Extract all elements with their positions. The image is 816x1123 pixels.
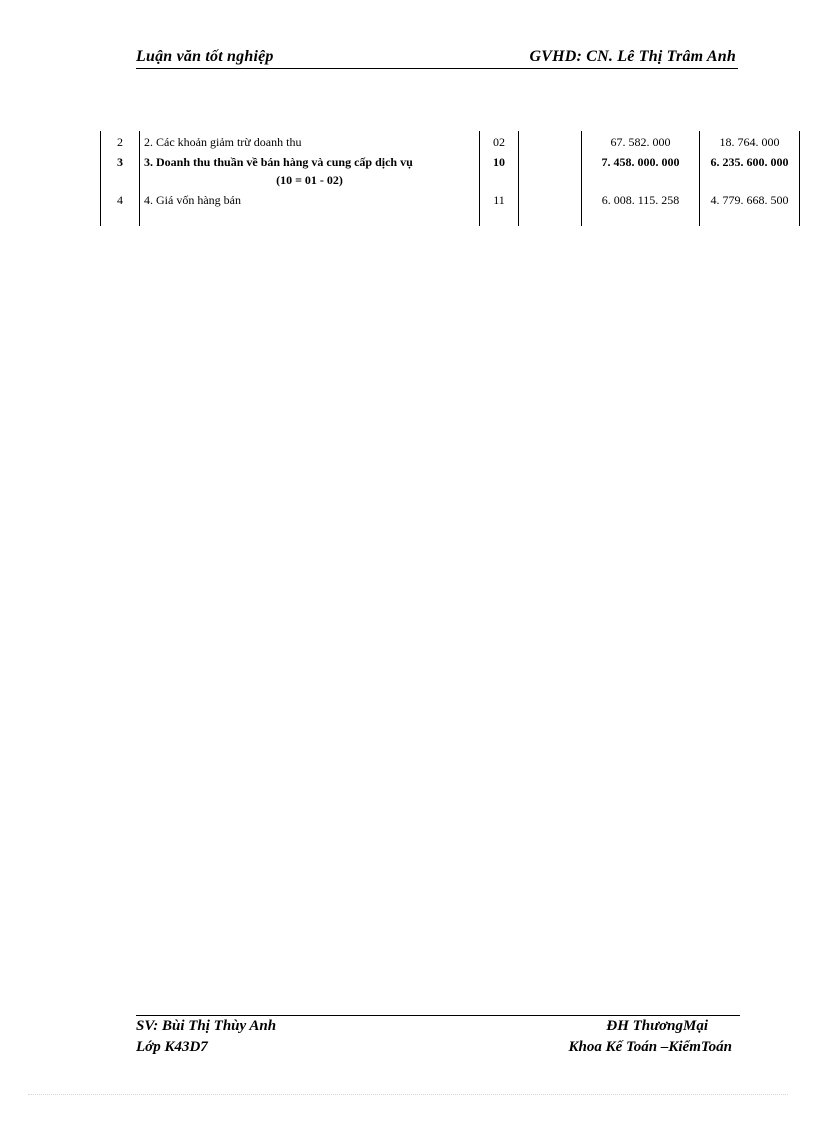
income-statement-table (100, 131, 800, 226)
row-note (519, 152, 582, 190)
footer-rule (136, 1015, 740, 1016)
footer-class: Lớp K43D7 (136, 1039, 208, 1055)
row-previous-year: 6. 235. 600. 000 (700, 152, 800, 190)
header-advisor: GVHD: CN. Lê Thị Trâm Anh (529, 48, 736, 65)
row-code: 10 (480, 152, 519, 190)
footer-faculty: Khoa Kế Toán –KiểmToán (568, 1039, 732, 1055)
table-row (101, 131, 800, 152)
row-code: 02 (480, 131, 519, 152)
footer-student: SV: Bùi Thị Thùy Anh (136, 1018, 277, 1034)
row-current-year: 67. 582. 000 (582, 131, 700, 152)
row-item-name: 3. Doanh thu thuần về bán hàng và cung cấp dịch vụ (144, 155, 413, 169)
header-rule (136, 68, 738, 69)
row-current-year: 7. 458. 000. 000 (582, 152, 700, 190)
row-stt: 4 (101, 190, 140, 226)
row-code: 11 (480, 190, 519, 226)
row-item-name: 4. Giá vốn hàng bán (140, 190, 480, 226)
table-row (101, 190, 800, 226)
page-bottom-border (28, 1094, 788, 1095)
row-item-formula: (10 = 01 - 02) (276, 173, 343, 187)
footer-university: ĐH ThươngMại (606, 1018, 708, 1034)
row-stt: 2 (101, 131, 140, 152)
row-item-name: 2. Các khoản giảm trừ doanh thu (140, 131, 480, 152)
row-previous-year: 18. 764. 000 (700, 131, 800, 152)
row-previous-year: 4. 779. 668. 500 (700, 190, 800, 226)
table-row (101, 152, 800, 190)
row-stt: 3 (101, 152, 140, 190)
header-thesis-title: Luận văn tốt nghiệp (136, 48, 274, 65)
row-note (519, 190, 582, 226)
row-item-name-cell (140, 152, 480, 190)
row-note (519, 131, 582, 152)
row-current-year: 6. 008. 115. 258 (582, 190, 700, 226)
